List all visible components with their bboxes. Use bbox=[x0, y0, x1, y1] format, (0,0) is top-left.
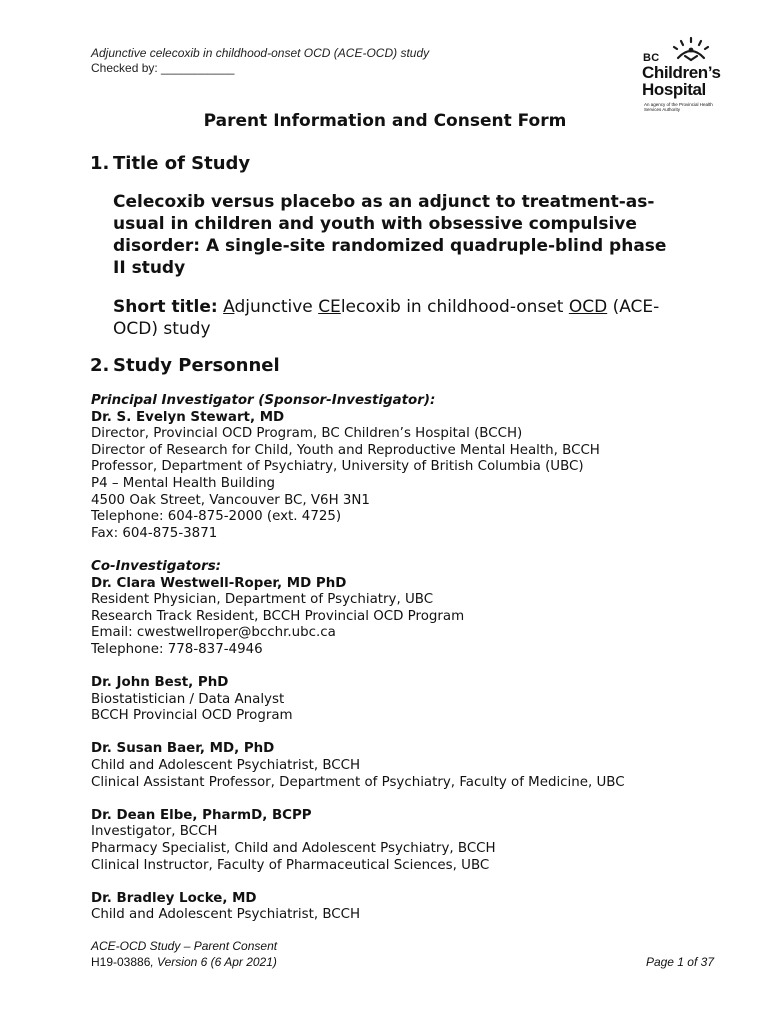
co-investigator-line: Investigator, BCCH bbox=[91, 824, 218, 840]
short-title-label: Short title: bbox=[113, 297, 218, 317]
section-2-heading bbox=[90, 355, 280, 376]
co-investigator-name: Dr. John Best, PhD bbox=[91, 675, 229, 691]
co-investigator-name: Dr. Dean Elbe, PharmD, BCPP bbox=[91, 807, 312, 823]
pi-line: Fax: 604-875-3871 bbox=[91, 525, 218, 541]
co-investigator-line: Email: cwestwellroper@bcchr.ubc.ca bbox=[91, 625, 336, 641]
co-investigator-line: Child and Adolescent Psychiatrist, BCCH bbox=[91, 907, 361, 923]
short-title bbox=[113, 296, 683, 340]
pi-line: Director of Research for Child, Youth and Reproductive Mental Health, BCCH bbox=[91, 442, 600, 458]
bc-childrens-hospital-logo bbox=[642, 36, 742, 118]
footer-protocol-id: H19-03886 bbox=[91, 954, 151, 969]
co-investigator-name: Dr. Bradley Locke, MD bbox=[91, 890, 257, 906]
pi-line: 4500 Oak Street, Vancouver BC, V6H 3N1 bbox=[91, 492, 370, 508]
logo-hospital: Hospital bbox=[642, 80, 706, 99]
section-1-number: 1. bbox=[90, 153, 110, 174]
co-investigator-line: Research Track Resident, BCCH Provincial OCD Program bbox=[91, 608, 465, 624]
sun-figure-icon bbox=[666, 36, 716, 62]
co-investigator-line: Clinical Assistant Professor, Department of Psychiatry, Faculty of Medicine, UBC bbox=[91, 774, 625, 790]
co-investigator-line: Child and Adolescent Psychiatrist, BCCH bbox=[91, 758, 361, 774]
section-2-title: Study Personnel bbox=[113, 355, 280, 376]
study-personnel bbox=[91, 393, 731, 924]
short-part-5: (ACE-OCD) study bbox=[113, 297, 660, 339]
header-study-line: Adjunctive celecoxib in childhood-onset OCD (ACE-OCD) study bbox=[91, 46, 430, 60]
short-part-3: lecoxib in childhood-onset bbox=[340, 297, 569, 317]
footer-version-date: , Version 6 (6 Apr 2021) bbox=[150, 954, 277, 969]
co-investigator-line: Biostatistician / Data Analyst bbox=[91, 691, 285, 707]
logo-tagline: An agency of the Provincial Health Services Authority bbox=[644, 102, 713, 112]
pi-line: Professor, Department of Psychiatry, University of British Columbia (UBC) bbox=[91, 459, 584, 475]
footer-version bbox=[91, 955, 277, 971]
section-2-number: 2. bbox=[90, 355, 110, 376]
pi-line: Director, Provincial OCD Program, BC Children’s Hospital (BCCH) bbox=[91, 426, 523, 442]
co-investigator-line: Pharmacy Specialist, Child and Adolescent Psychiatry, BCCH bbox=[91, 841, 496, 857]
form-title: Parent Information and Consent Form bbox=[203, 111, 567, 131]
study-full-title: Celecoxib versus placebo as an adjunct to treatment-as-usual in children and youth with obsessive compulsive disorder: A single-site randomized quadruple-blind phase II study bbox=[113, 192, 667, 278]
co-investigators-role: Co-Investigators: bbox=[91, 558, 222, 574]
co-investigator-line: Clinical Instructor, Faculty of Pharmaceutical Sciences, UBC bbox=[91, 857, 490, 873]
section-1-title: Title of Study bbox=[113, 153, 251, 174]
short-part-4: OCD bbox=[568, 297, 608, 317]
page-footer bbox=[91, 939, 277, 970]
co-investigator-name: Dr. Clara Westwell-Roper, MD PhD bbox=[91, 575, 347, 591]
logo-childrens: Children’s bbox=[642, 63, 721, 82]
co-investigator-line: Telephone: 778-837-4946 bbox=[91, 641, 263, 657]
short-part-0: A bbox=[223, 297, 235, 317]
short-part-2: CE bbox=[318, 297, 341, 317]
pi-name: Dr. S. Evelyn Stewart, MD bbox=[91, 409, 285, 425]
short-part-1: djunctive bbox=[234, 297, 319, 317]
page-number: Page 1 of 37 bbox=[645, 955, 714, 969]
logo-bc: BC bbox=[643, 52, 660, 64]
co-investigator-line: Resident Physician, Department of Psychiatry, UBC bbox=[91, 592, 434, 608]
header-checked-by: Checked by: ___________ bbox=[91, 61, 235, 75]
pi-line: Telephone: 604-875-2000 (ext. 4725) bbox=[91, 509, 342, 525]
pi-role: Principal Investigator (Sponsor-Investigator): bbox=[91, 393, 436, 408]
pi-line: P4 – Mental Health Building bbox=[91, 475, 276, 491]
section-1-heading bbox=[90, 153, 250, 174]
co-investigator-name: Dr. Susan Baer, MD, PhD bbox=[91, 741, 275, 757]
co-investigator-line: BCCH Provincial OCD Program bbox=[91, 708, 293, 724]
footer-study-consent: ACE-OCD Study – Parent Consent bbox=[91, 939, 278, 953]
page-header bbox=[91, 46, 429, 76]
